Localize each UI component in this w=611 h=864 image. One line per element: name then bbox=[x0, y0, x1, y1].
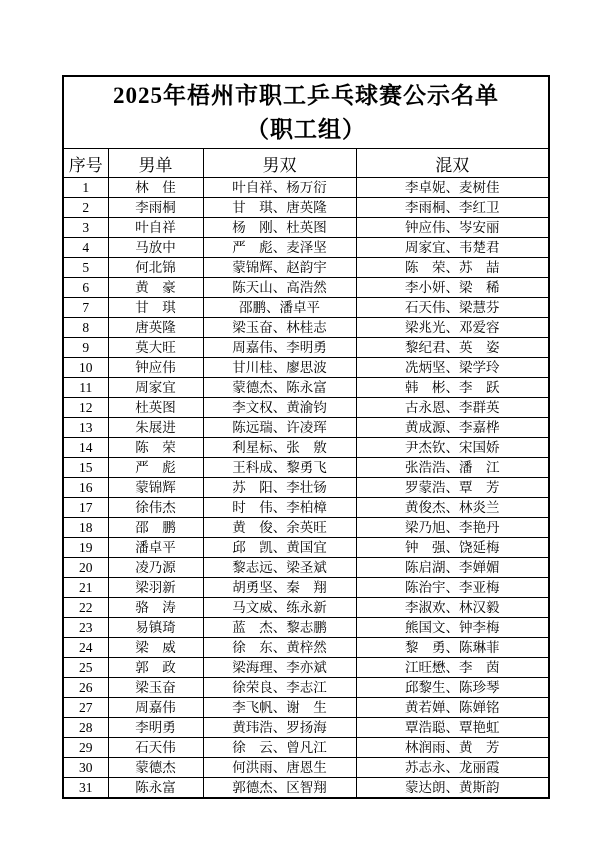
table-row bbox=[63, 758, 549, 778]
table-row bbox=[63, 438, 549, 458]
mixed-doubles-cell: 古永恩、李群英 bbox=[356, 398, 549, 418]
mens-singles-cell: 周嘉伟 bbox=[108, 698, 203, 718]
mixed-doubles-cell: 梁兆光、邓爱容 bbox=[356, 318, 549, 338]
mixed-doubles-cell: 冼炳坚、梁学玲 bbox=[356, 358, 549, 378]
mens-doubles-cell: 陈天山、高浩然 bbox=[203, 278, 356, 298]
mens-doubles-cell: 甘川桂、廖思波 bbox=[203, 358, 356, 378]
mixed-doubles-cell: 邱黎生、陈珍琴 bbox=[356, 678, 549, 698]
mixed-doubles-cell: 张浩浩、潘 江 bbox=[356, 458, 549, 478]
table-row bbox=[63, 658, 549, 678]
mens-doubles-cell: 蓝 杰、黎志鹏 bbox=[203, 618, 356, 638]
seq-cell: 9 bbox=[63, 338, 108, 358]
mixed-doubles-cell: 蒙达朗、黄斯韵 bbox=[356, 778, 549, 799]
mixed-doubles-cell: 钟 强、饶延梅 bbox=[356, 538, 549, 558]
seq-cell: 2 bbox=[63, 198, 108, 218]
mixed-doubles-cell: 熊国文、钟李梅 bbox=[356, 618, 549, 638]
table-row bbox=[63, 518, 549, 538]
mixed-doubles-cell: 周家宜、韦楚君 bbox=[356, 238, 549, 258]
mens-doubles-cell: 梁海理、李亦斌 bbox=[203, 658, 356, 678]
mixed-doubles-cell: 黄俊杰、林炎兰 bbox=[356, 498, 549, 518]
seq-cell: 30 bbox=[63, 758, 108, 778]
table-row bbox=[63, 338, 549, 358]
table-row bbox=[63, 418, 549, 438]
seq-cell: 13 bbox=[63, 418, 108, 438]
mens-singles-cell: 李明勇 bbox=[108, 718, 203, 738]
mens-doubles-cell: 郭德杰、区智翔 bbox=[203, 778, 356, 799]
mixed-doubles-cell: 江旺懋、李 茵 bbox=[356, 658, 549, 678]
mens-singles-cell: 黄 豪 bbox=[108, 278, 203, 298]
mens-singles-cell: 周家宜 bbox=[108, 378, 203, 398]
table-row bbox=[63, 618, 549, 638]
mens-singles-cell: 林 佳 bbox=[108, 178, 203, 198]
table-row bbox=[63, 778, 549, 799]
mens-singles-cell: 严 彪 bbox=[108, 458, 203, 478]
mens-doubles-cell: 黄玮浩、罗扬海 bbox=[203, 718, 356, 738]
header-mixed-doubles: 混双 bbox=[356, 149, 549, 178]
mens-singles-cell: 甘 琪 bbox=[108, 298, 203, 318]
mixed-doubles-cell: 李雨桐、李红卫 bbox=[356, 198, 549, 218]
seq-cell: 12 bbox=[63, 398, 108, 418]
table-row bbox=[63, 278, 549, 298]
title-row bbox=[63, 76, 549, 149]
seq-cell: 11 bbox=[63, 378, 108, 398]
mixed-doubles-cell: 林润雨、黄 芳 bbox=[356, 738, 549, 758]
mens-doubles-cell: 胡勇坚、秦 翔 bbox=[203, 578, 356, 598]
mixed-doubles-cell: 陈治宇、李亚梅 bbox=[356, 578, 549, 598]
seq-cell: 10 bbox=[63, 358, 108, 378]
mens-doubles-cell: 徐 东、黄梓然 bbox=[203, 638, 356, 658]
mens-doubles-cell: 王科成、黎勇飞 bbox=[203, 458, 356, 478]
mixed-doubles-cell: 石天伟、梁慧芬 bbox=[356, 298, 549, 318]
mens-singles-cell: 杜英图 bbox=[108, 398, 203, 418]
mens-doubles-cell: 严 彪、麦泽坚 bbox=[203, 238, 356, 258]
mens-singles-cell: 骆 涛 bbox=[108, 598, 203, 618]
table-row bbox=[63, 678, 549, 698]
table-row bbox=[63, 538, 549, 558]
mens-singles-cell: 凌乃源 bbox=[108, 558, 203, 578]
mixed-doubles-cell: 李淑欢、林汉毅 bbox=[356, 598, 549, 618]
seq-cell: 18 bbox=[63, 518, 108, 538]
mens-singles-cell: 蒙锦辉 bbox=[108, 478, 203, 498]
mens-doubles-cell: 徐 云、曾凡江 bbox=[203, 738, 356, 758]
seq-cell: 29 bbox=[63, 738, 108, 758]
mens-singles-cell: 唐英隆 bbox=[108, 318, 203, 338]
mens-singles-cell: 郭 政 bbox=[108, 658, 203, 678]
mens-singles-cell: 朱展进 bbox=[108, 418, 203, 438]
seq-cell: 8 bbox=[63, 318, 108, 338]
mens-doubles-cell: 马文威、练永新 bbox=[203, 598, 356, 618]
mens-doubles-cell: 叶自祥、杨万衍 bbox=[203, 178, 356, 198]
table-row bbox=[63, 718, 549, 738]
seq-cell: 16 bbox=[63, 478, 108, 498]
seq-cell: 1 bbox=[63, 178, 108, 198]
table-row bbox=[63, 478, 549, 498]
table-row bbox=[63, 598, 549, 618]
mens-doubles-cell: 邱 凯、黄国宜 bbox=[203, 538, 356, 558]
seq-cell: 4 bbox=[63, 238, 108, 258]
mens-doubles-cell: 时 伟、李柏樟 bbox=[203, 498, 356, 518]
seq-cell: 31 bbox=[63, 778, 108, 799]
mens-singles-cell: 叶自祥 bbox=[108, 218, 203, 238]
table-row bbox=[63, 638, 549, 658]
table-row bbox=[63, 198, 549, 218]
seq-cell: 17 bbox=[63, 498, 108, 518]
title-line-2: （职工组） bbox=[246, 116, 366, 142]
mens-doubles-cell: 黎志远、梁圣斌 bbox=[203, 558, 356, 578]
table-row bbox=[63, 258, 549, 278]
mixed-doubles-cell: 李卓妮、麦树佳 bbox=[356, 178, 549, 198]
mens-doubles-cell: 李文权、黄渝钧 bbox=[203, 398, 356, 418]
table-row bbox=[63, 178, 549, 198]
mens-doubles-cell: 利星标、张 敫 bbox=[203, 438, 356, 458]
mens-singles-cell: 梁羽新 bbox=[108, 578, 203, 598]
mixed-doubles-cell: 苏志永、龙丽霞 bbox=[356, 758, 549, 778]
mens-singles-cell: 潘卓平 bbox=[108, 538, 203, 558]
mens-doubles-cell: 邵鹏、潘卓平 bbox=[203, 298, 356, 318]
mens-singles-cell: 马放中 bbox=[108, 238, 203, 258]
seq-cell: 26 bbox=[63, 678, 108, 698]
seq-cell: 22 bbox=[63, 598, 108, 618]
mixed-doubles-cell: 陈 荣、苏 喆 bbox=[356, 258, 549, 278]
table-row bbox=[63, 558, 549, 578]
table-row bbox=[63, 318, 549, 338]
mens-singles-cell: 莫大旺 bbox=[108, 338, 203, 358]
mens-singles-cell: 陈 荣 bbox=[108, 438, 203, 458]
mens-singles-cell: 徐伟杰 bbox=[108, 498, 203, 518]
mens-singles-cell: 梁玉奋 bbox=[108, 678, 203, 698]
document-title bbox=[63, 76, 549, 149]
table-row bbox=[63, 238, 549, 258]
mens-doubles-cell: 徐荣良、李志江 bbox=[203, 678, 356, 698]
mens-singles-cell: 石天伟 bbox=[108, 738, 203, 758]
seq-cell: 24 bbox=[63, 638, 108, 658]
seq-cell: 14 bbox=[63, 438, 108, 458]
mens-doubles-cell: 苏 阳、李壮钖 bbox=[203, 478, 356, 498]
roster-body bbox=[63, 178, 549, 799]
mens-singles-cell: 钟应伟 bbox=[108, 358, 203, 378]
seq-cell: 27 bbox=[63, 698, 108, 718]
mixed-doubles-cell: 尹杰钦、宋国娇 bbox=[356, 438, 549, 458]
table-row bbox=[63, 458, 549, 478]
seq-cell: 3 bbox=[63, 218, 108, 238]
header-seq: 序号 bbox=[63, 149, 108, 178]
table-row bbox=[63, 498, 549, 518]
table-row bbox=[63, 698, 549, 718]
mens-doubles-cell: 梁玉奋、林桂志 bbox=[203, 318, 356, 338]
seq-cell: 15 bbox=[63, 458, 108, 478]
table-row bbox=[63, 218, 549, 238]
mens-doubles-cell: 陈远瑞、许凌珲 bbox=[203, 418, 356, 438]
mens-doubles-cell: 李飞帆、谢 生 bbox=[203, 698, 356, 718]
mens-singles-cell: 易镇琦 bbox=[108, 618, 203, 638]
mens-singles-cell: 蒙德杰 bbox=[108, 758, 203, 778]
title-line-1: 2025年梧州市职工乒乓球赛公示名单 bbox=[113, 82, 499, 108]
seq-cell: 7 bbox=[63, 298, 108, 318]
mens-singles-cell: 梁 威 bbox=[108, 638, 203, 658]
seq-cell: 28 bbox=[63, 718, 108, 738]
mixed-doubles-cell: 钟应伟、岑安丽 bbox=[356, 218, 549, 238]
seq-cell: 19 bbox=[63, 538, 108, 558]
mens-singles-cell: 邵 鹏 bbox=[108, 518, 203, 538]
table-row bbox=[63, 578, 549, 598]
table-row bbox=[63, 378, 549, 398]
mens-singles-cell: 陈永富 bbox=[108, 778, 203, 799]
seq-cell: 23 bbox=[63, 618, 108, 638]
mens-doubles-cell: 何洪雨、唐恩生 bbox=[203, 758, 356, 778]
mens-doubles-cell: 甘 琪、唐英隆 bbox=[203, 198, 356, 218]
seq-cell: 20 bbox=[63, 558, 108, 578]
mixed-doubles-cell: 黎纪君、英 姿 bbox=[356, 338, 549, 358]
mixed-doubles-cell: 韩 彬、李 跃 bbox=[356, 378, 549, 398]
mixed-doubles-cell: 黎 勇、陈琳菲 bbox=[356, 638, 549, 658]
mens-doubles-cell: 杨 刚、杜英图 bbox=[203, 218, 356, 238]
seq-cell: 5 bbox=[63, 258, 108, 278]
mens-doubles-cell: 蒙锦辉、赵韵宇 bbox=[203, 258, 356, 278]
mens-singles-cell: 李雨桐 bbox=[108, 198, 203, 218]
table-row bbox=[63, 298, 549, 318]
mens-doubles-cell: 蒙德杰、陈永富 bbox=[203, 378, 356, 398]
header-mens-singles: 男单 bbox=[108, 149, 203, 178]
mixed-doubles-cell: 罗蒙浩、覃 芳 bbox=[356, 478, 549, 498]
mixed-doubles-cell: 陈启湖、李婵媚 bbox=[356, 558, 549, 578]
mens-singles-cell: 何北锦 bbox=[108, 258, 203, 278]
table-row bbox=[63, 358, 549, 378]
mens-doubles-cell: 周嘉伟、李明勇 bbox=[203, 338, 356, 358]
mixed-doubles-cell: 黄成源、李嘉桦 bbox=[356, 418, 549, 438]
table-row bbox=[63, 398, 549, 418]
header-row bbox=[63, 149, 549, 178]
seq-cell: 25 bbox=[63, 658, 108, 678]
seq-cell: 21 bbox=[63, 578, 108, 598]
table-row bbox=[63, 738, 549, 758]
roster-table bbox=[62, 75, 550, 799]
mixed-doubles-cell: 黄若婵、陈婵铭 bbox=[356, 698, 549, 718]
mens-doubles-cell: 黄 俊、余英旺 bbox=[203, 518, 356, 538]
seq-cell: 6 bbox=[63, 278, 108, 298]
mixed-doubles-cell: 梁乃旭、李艳丹 bbox=[356, 518, 549, 538]
header-mens-doubles: 男双 bbox=[203, 149, 356, 178]
mixed-doubles-cell: 李小妍、梁 稀 bbox=[356, 278, 549, 298]
mixed-doubles-cell: 覃浩聪、覃艳虹 bbox=[356, 718, 549, 738]
